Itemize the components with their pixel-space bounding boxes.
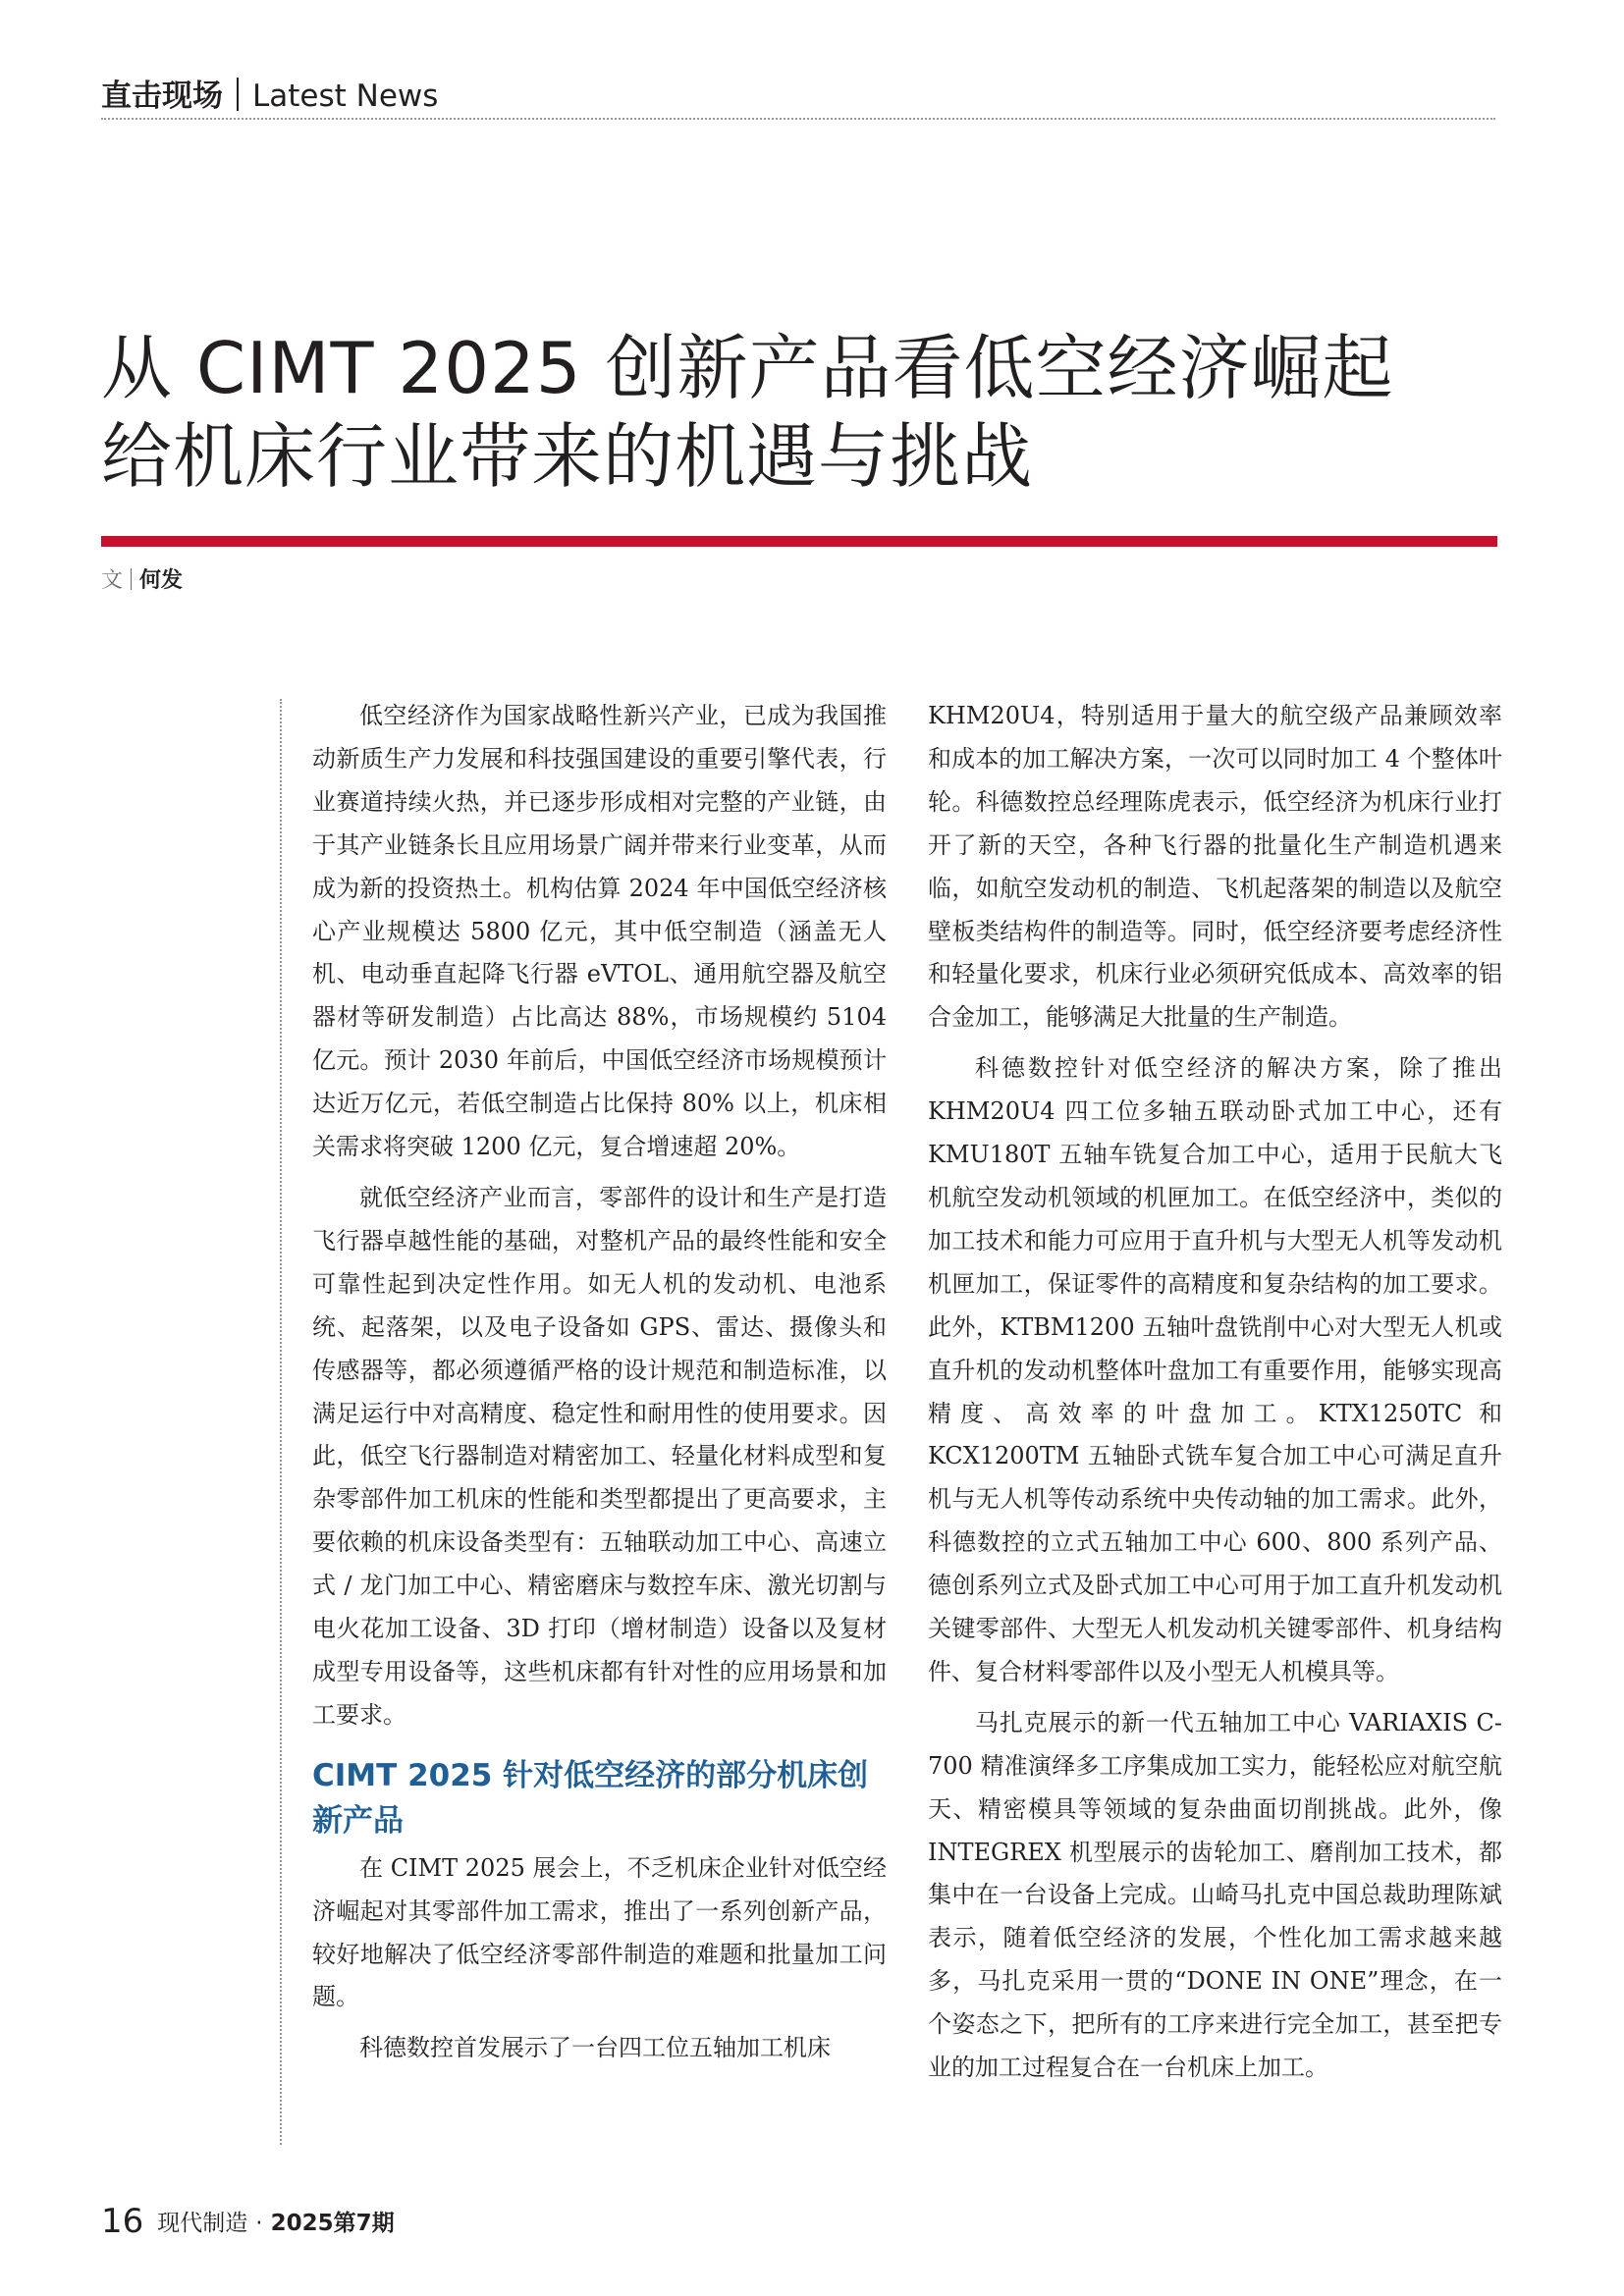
page-footer [101, 2202, 395, 2241]
section-divider [237, 78, 239, 111]
magazine-name: 现代制造 [157, 2211, 248, 2236]
paragraph: 低空经济作为国家战略性新兴产业，已成为我国推动新质生产力发展和科技强国建设的重要引擎代表，行业赛道持续火热，并已逐步形成相对完整的产业链，由于其产业链条长且应用场景广阔并带来行业变革，从而成为新的投资热土。机构估算 2024 年中国低空经济核心产业规模达 5800 亿元，其中低空制造（涵盖无人机、电动垂直起降飞行器 eVTOL、通用航空器及航空器材等研发制造）占比高达 88%，市场规模约 5104 亿元。预计 2030 年前后，中国低空经济市场规模预计达近万亿元，若低空制造占比保持 80% 以上，机床相关需求将突破 1200 亿元，复合增速超 20%。 [312, 702, 887, 1161]
footer-dot: · [255, 2211, 263, 2236]
paragraph: 科德数控首发展示了一台四工位五轴加工机床 [359, 2034, 831, 2062]
paragraph: 在 CIMT 2025 展会上，不乏机床企业针对低空经济崛起对其零部件加工需求，推出了一系列创新产品，较好地解决了低空经济零部件制造的难题和批量加工问题。 [312, 1853, 887, 2011]
issue-label: 2025第7期 [270, 2211, 395, 2236]
byline-divider [131, 568, 132, 590]
section-title-en: Latest News [252, 79, 439, 114]
header-dotted-rule [101, 118, 1495, 120]
paragraph: KHM20U4，特别适用于量大的航空级产品兼顾效率和成本的加工解决方案，一次可以同时加工 4 个整体叶轮。科德数控总经理陈虎表示，低空经济为机床行业打开了新的天空，各种飞行器的批量化生产制造机遇来临，如航空发动机的制造、飞机起落架的制造以及航空壁板类结构件的制造等。同时，低空经济要考虑经济性和轻量化要求，机床行业必须研究低成本、高效率的铝合金加工，能够满足大批量的生产制造。 [928, 702, 1502, 1032]
paragraph: 科德数控针对低空经济的解决方案，除了推出 KHM20U4 四工位多轴五联动卧式加工中心，还有 KMU180T 五轴车铣复合加工中心，适用于民航大飞机航空发动机领域的机匣加工。在低空经济中，类似的加工技术和能力可应用于直升机与大型无人机等发动机机匣加工，保证零件的高精度和复杂结构的加工要求。此外，KTBM1200 五轴叶盘铣削中心对大型无人机或直升机的发动机整体叶盘加工有重要作用，能够实现高精度、高效率的叶盘加工。KTX1250TC 和 KCX1200TM 五轴卧式铣车复合加工中心可满足直升机与无人机等传动系统中央传动轴的加工需求。此外，科德数控的立式五轴加工中心 600、800 系列产品、德创系列立式及卧式加工中心可用于加工直升机发动机关键零部件、大型无人机发动机关键零部件、机身结构件、复合材料零部件以及小型无人机模具等。 [928, 1054, 1502, 1685]
byline-author: 何发 [139, 568, 184, 593]
left-column [312, 695, 887, 2078]
article-title-line-1: 从 CIMT 2025 创新产品看低空经济崛起 [101, 327, 1394, 409]
paragraph: 就低空经济产业而言，零部件的设计和生产是打造飞行器卓越性能的基础，对整机产品的最终性能和安全可靠性起到决定性作用。如无人机的发动机、电池系统、起落架，以及电子设备如 GPS、雷达、摄像头和传感器等，都必须遵循严格的设计规范和制造标准，以满足运行中对高精度、稳定性和耐用性的使用要求。因此，低空飞行器制造对精密加工、轻量化材料成型和复杂零部件加工机床的性能和类型都提出了更高要求，主要依赖的机床设备类型有：五轴联动加工中心、高速立式 / 龙门加工中心、精密磨床与数控车床、激光切割与电火花加工设备、3D 打印（增材制造）设备以及复材成型专用设备等，这些机床都有针对性的应用场景和加工要求。 [312, 1183, 887, 1729]
byline-label: 文 [101, 568, 124, 593]
section-header [101, 71, 1495, 120]
article-title-line-2: 给机床行业带来的机遇与挑战 [101, 415, 1034, 498]
byline [101, 563, 183, 594]
right-column [928, 695, 1502, 2098]
article-title [101, 324, 1515, 501]
section-heading: CIMT 2025 针对低空经济的部分机床创新产品 [312, 1757, 869, 1839]
page-number: 16 [101, 2202, 144, 2241]
title-red-rule [101, 536, 1497, 547]
paragraph: 马扎克展示的新一代五轴加工中心 VARIAXIS C-700 精准演绎多工序集成加工实力，能轻松应对航空航天、精密模具等领域的复杂曲面切削挑战。此外，像 INTEGREX 机型展示的齿轮加工、磨削加工技术，都集中在一台设备上完成。山崎马扎克中国总裁助理陈斌表示，随着低空经济的发展，个性化加工需求越来越多，马扎克采用一贯的“DONE IN ONE”理念，在一个姿态之下，把所有的工序来进行完全加工，甚至把专业的加工过程复合在一台机床上加工。 [928, 1708, 1502, 2082]
margin-dotted-rule [280, 699, 282, 2145]
section-title-cn: 直击现场 [101, 79, 223, 114]
